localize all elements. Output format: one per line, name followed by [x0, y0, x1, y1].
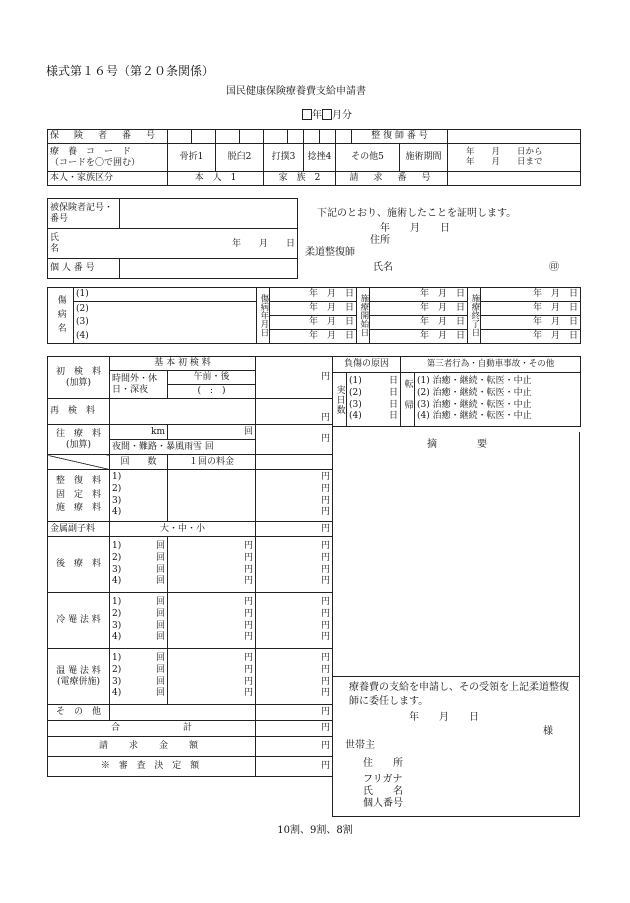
night-field[interactable]: 夜間・難路・暴風雨雪 回: [110, 440, 256, 455]
injury-name-label: 傷病名: [48, 288, 74, 344]
treatment-period-label: 施術期間: [400, 144, 448, 172]
after-care-unit[interactable]: 円 円 円 円: [168, 537, 256, 593]
sama-label: 様: [543, 726, 553, 737]
name-label: 氏名: [50, 233, 60, 254]
delegation-box: [332, 677, 580, 817]
end-date-label: 施療終了日: [468, 288, 481, 344]
code-other[interactable]: その他5: [336, 144, 400, 172]
other-label: そ の 他: [48, 705, 110, 721]
insurer-digit[interactable]: [192, 130, 216, 144]
insurer-digit[interactable]: [216, 130, 240, 144]
insured-id-field[interactable]: [120, 199, 298, 229]
therapist-number-label: 整 復 師 番 号: [352, 130, 448, 144]
form-number: 様式第１６号（第２０条関係）: [46, 64, 215, 78]
injury-table: [47, 287, 581, 344]
injury-item[interactable]: (2): [74, 302, 257, 316]
summary-box[interactable]: [332, 432, 580, 677]
therapist-name-label: 氏名: [373, 262, 393, 273]
householder-name[interactable]: 氏 名: [363, 786, 403, 797]
year-input[interactable]: [302, 109, 312, 120]
month-input[interactable]: [322, 109, 332, 120]
warm-amounts[interactable]: 円 円 円 円: [256, 649, 333, 705]
metal-size[interactable]: 大・中・小: [110, 522, 256, 537]
start-date[interactable]: 年 月 日: [370, 316, 468, 330]
delegation-text: 療養費の支給を申請し、その受領を上記柔道整復師に委任します。: [349, 682, 569, 707]
review-amount-label: ※ 審 査 決 定 額: [48, 757, 256, 777]
code-sprain[interactable]: 捻挫4: [304, 144, 336, 172]
injury-date[interactable]: 年 月 日: [270, 316, 357, 330]
injury-date[interactable]: 年 月 日: [270, 302, 357, 316]
km-field[interactable]: km: [110, 425, 168, 440]
fixation-amounts[interactable]: 円 円 円 円: [256, 470, 333, 522]
fixation-unit[interactable]: [168, 470, 256, 522]
total-label: 合 計: [48, 721, 256, 737]
insurer-digit[interactable]: [168, 130, 192, 144]
householder-address[interactable]: 住 所: [363, 758, 403, 769]
cold-amounts[interactable]: 円 円 円 円: [256, 593, 333, 649]
insurer-digit[interactable]: [264, 130, 288, 144]
birth-date: 年 月 日: [231, 239, 295, 250]
warm-unit[interactable]: 円 円 円 円: [168, 649, 256, 705]
code-dislocation[interactable]: 脱臼2: [216, 144, 264, 172]
insurer-number-label: 保 険 者 番 号: [48, 130, 168, 144]
injury-item[interactable]: (4): [74, 330, 257, 344]
delegation-date[interactable]: 年 月 日: [409, 712, 479, 723]
insurer-digit[interactable]: [320, 130, 336, 144]
code-bruise[interactable]: 打撲3: [264, 144, 304, 172]
metal-label: 金属副子料: [48, 522, 110, 537]
re-exam-field[interactable]: [110, 399, 256, 425]
visit-amount[interactable]: 円: [256, 425, 333, 455]
warm-label: 温 罨 法 料 (電療併施): [48, 649, 110, 705]
insured-id-label: 被保険者記号・番号: [48, 199, 120, 229]
total-amount[interactable]: 円: [256, 721, 333, 737]
start-date[interactable]: 年 月 日: [370, 330, 468, 344]
unit-fee-header: １回の料金: [168, 455, 256, 470]
re-exam-label: 再 検 料: [48, 399, 110, 425]
householder-label: 世帯主: [345, 740, 375, 751]
cause-table: [332, 356, 581, 427]
ampm-label[interactable]: 午前・後: [168, 371, 256, 385]
billing-month: 年 月分: [302, 109, 352, 121]
fixation-label: 整 復 料 固 定 料 施 療 料: [48, 470, 110, 522]
outcome-rows[interactable]: (1) 治癒・継続・転医・中止 (2) 治癒・継続・転医・中止 (3) 治癒・継続・転医・中止 (4) 治癒・継続・転医・中止: [415, 373, 581, 427]
claim-amount-label: 請 求 金 額: [48, 737, 256, 757]
metal-amount[interactable]: 円: [256, 522, 333, 537]
after-care-amounts[interactable]: 円 円 円 円: [256, 537, 333, 593]
treatment-period-field[interactable]: 年 月 日から 年 月 日まで: [448, 144, 581, 172]
claim-number-label: 請 求 番 号: [336, 172, 448, 186]
start-date[interactable]: 年 月 日: [370, 288, 468, 302]
injury-date[interactable]: 年 月 日: [270, 330, 357, 344]
summary-label: 摘 要: [427, 439, 487, 450]
claim-amount[interactable]: 円: [256, 737, 333, 757]
my-number-field[interactable]: [120, 259, 298, 279]
self-option[interactable]: 本 人 1: [168, 172, 264, 186]
actual-days-label: 実日数: [333, 373, 347, 427]
cold-unit[interactable]: 円 円 円 円: [168, 593, 256, 649]
time-field[interactable]: ( : ): [168, 385, 256, 399]
form-title: 国民健康保険療養費支給申請書: [226, 86, 366, 97]
fixation-rows[interactable]: 1) 2) 3) 4): [110, 470, 168, 522]
my-number-label: 個 人 番 号: [48, 259, 120, 279]
therapist-number-field[interactable]: [448, 130, 581, 144]
cert-date: 年 月 日: [380, 223, 450, 234]
start-date-label: 施療開始日: [357, 288, 370, 344]
top-table: [47, 129, 581, 186]
other-amount[interactable]: 円: [256, 705, 333, 721]
review-amount[interactable]: 円: [256, 757, 333, 777]
end-date[interactable]: 年 月 日: [481, 316, 581, 330]
certify-text: 下記のとおり、施術したことを証明します。: [317, 208, 517, 219]
insurer-digit[interactable]: [288, 130, 304, 144]
ratio-text: 10割、9割、8割: [277, 825, 353, 836]
injury-item[interactable]: (1): [74, 288, 257, 302]
after-care-rows[interactable]: 1) 回 2) 回 3) 回 4) 回: [110, 537, 168, 593]
claim-number-field[interactable]: [448, 172, 581, 186]
days-rows[interactable]: (1) 日 (2) 日 (3) 日 (4) 日: [347, 373, 401, 427]
end-date[interactable]: 年 月 日: [481, 288, 581, 302]
visit-label: 往 療 料 (加算): [48, 425, 110, 455]
cert-address-label: 住所: [370, 235, 390, 246]
injury-date-label: 傷病年月日: [257, 288, 270, 344]
insurer-digit[interactable]: [336, 130, 352, 144]
cold-rows[interactable]: 1) 回 2) 回 3) 回 4) 回: [110, 593, 168, 649]
insurer-digit[interactable]: [240, 130, 264, 144]
householder-mynumber[interactable]: 個人番号: [363, 798, 403, 809]
treatment-code-label: 療 養 コ ー ド （コードを〇で囲む）: [48, 144, 168, 172]
cold-label: 冷 罨 法 料: [48, 593, 110, 649]
fees-table: [47, 356, 333, 777]
seal-mark: ㊞: [549, 262, 559, 273]
count-header: 回 数: [110, 455, 168, 470]
code-fracture[interactable]: 骨折1: [168, 144, 216, 172]
injury-date[interactable]: 年 月 日: [270, 288, 357, 302]
blank-cell: [256, 455, 333, 470]
other-field[interactable]: [110, 705, 256, 721]
first-exam-amount[interactable]: 円: [256, 357, 333, 399]
insurer-digit[interactable]: [304, 130, 320, 144]
after-care-label: 後 療 料: [48, 537, 110, 593]
visit-times[interactable]: 回: [168, 425, 256, 440]
basic-first-label: 基 本 初 検 料: [110, 357, 256, 371]
re-exam-amount[interactable]: 円: [256, 399, 333, 425]
warm-rows[interactable]: 1) 回 2) 回 3) 回 4) 回: [110, 649, 168, 705]
person-table: [47, 198, 298, 279]
cause-label: 負傷の原因: [333, 357, 401, 373]
householder-kana[interactable]: フリガナ: [363, 774, 403, 785]
outcome-label: 転帰: [401, 373, 415, 427]
end-date[interactable]: 年 月 日: [481, 330, 581, 344]
name-row[interactable]: [48, 229, 298, 259]
first-exam-label: 初 検 料 (加算): [48, 357, 110, 399]
overtime-label[interactable]: 時間外・休日・深夜: [110, 371, 168, 399]
therapist-label: 柔道整復師: [305, 247, 355, 258]
end-date[interactable]: 年 月 日: [481, 302, 581, 316]
start-date[interactable]: 年 月 日: [370, 302, 468, 316]
injury-item[interactable]: (3): [74, 316, 257, 330]
insured-family-label: 本人・家族区分: [48, 172, 168, 186]
family-option[interactable]: 家 族 2: [264, 172, 336, 186]
third-party-label[interactable]: 第三者行為・自動車事故・その他: [401, 357, 581, 373]
diagonal-cell: [48, 455, 110, 470]
